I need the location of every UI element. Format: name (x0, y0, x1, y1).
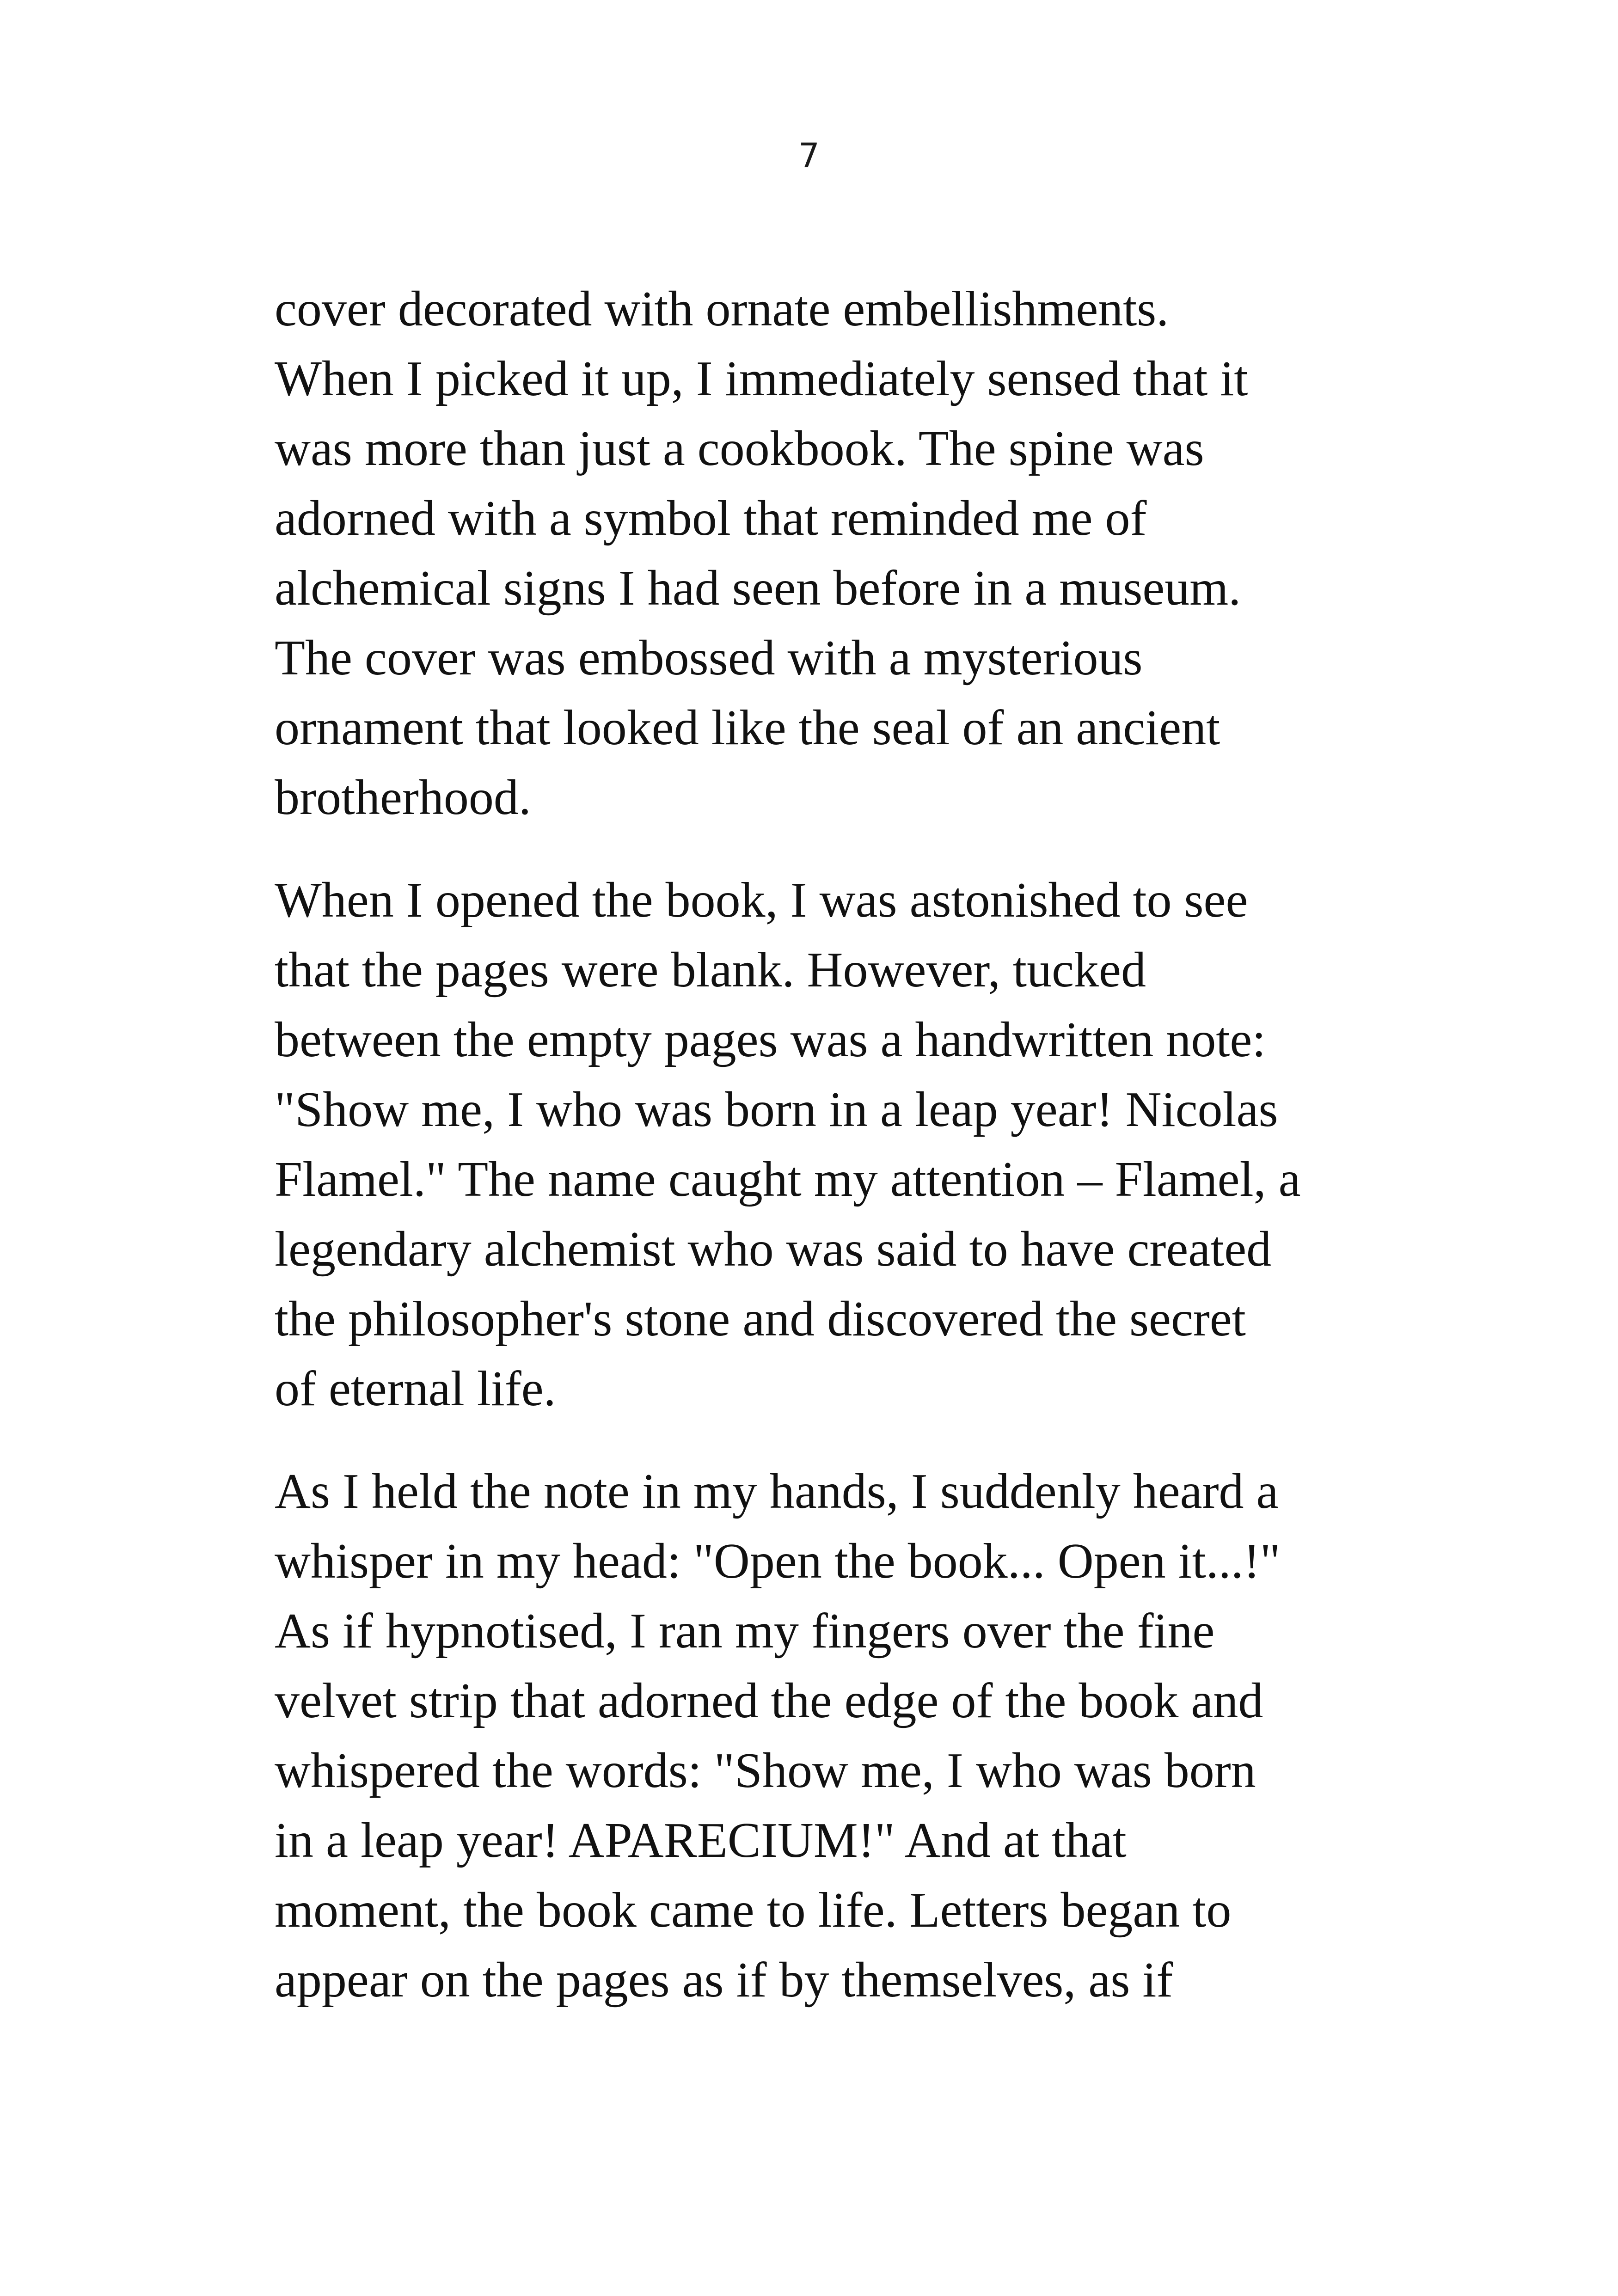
paragraph-spacer (275, 1424, 1421, 1457)
text-line: whisper in my head: "Open the book... Open it...!" (275, 1534, 1281, 1589)
text-line: Flamel." The name caught my attention – Flamel, a (275, 1152, 1301, 1207)
text-line: legendary alchemist who was said to have created (275, 1222, 1272, 1277)
text-line: whispered the words: "Show me, I who was born (275, 1743, 1256, 1798)
text-line: in a leap year! APARECIUM!" And at that (275, 1813, 1127, 1868)
text-line: cover decorated with ornate embellishments. (275, 282, 1169, 337)
text-line: appear on the pages as if by themselves, as if (275, 1953, 1173, 2008)
text-line: When I picked it up, I immediately sensed that it (275, 351, 1248, 406)
text-line: was more than just a cookbook. The spine was (275, 421, 1204, 476)
text-line: of eternal life. (275, 1361, 556, 1416)
text-line: the philosopher's stone and discovered the secret (275, 1292, 1246, 1347)
paragraph-3 (275, 1457, 1421, 2015)
text-line: The cover was embossed with a mysterious (275, 631, 1143, 686)
paragraph-1 (275, 274, 1421, 833)
body-text (275, 274, 1421, 2015)
text-line: brotherhood. (275, 770, 531, 825)
text-line: ornament that looked like the seal of an ancient (275, 700, 1220, 755)
paragraph-2 (275, 865, 1421, 1424)
text-line: between the empty pages was a handwritten note: (275, 1012, 1266, 1067)
text-line: When I opened the book, I was astonished to see (275, 873, 1248, 928)
paragraph-spacer (275, 833, 1421, 865)
text-line: that the pages were blank. However, tucked (275, 943, 1146, 998)
text-line: velvet strip that adorned the edge of the book and (275, 1673, 1263, 1728)
text-line: "Show me, I who was born in a leap year! Nicolas (275, 1082, 1278, 1137)
text-line: adorned with a symbol that reminded me of (275, 491, 1147, 546)
text-line: As if hypnotised, I ran my fingers over the fine (275, 1604, 1215, 1659)
text-line: alchemical signs I had seen before in a museum. (275, 561, 1241, 616)
text-line: As I held the note in my hands, I suddenly heard a (275, 1464, 1279, 1519)
text-line: moment, the book came to life. Letters began to (275, 1883, 1232, 1938)
page-number: 7 (798, 136, 820, 175)
